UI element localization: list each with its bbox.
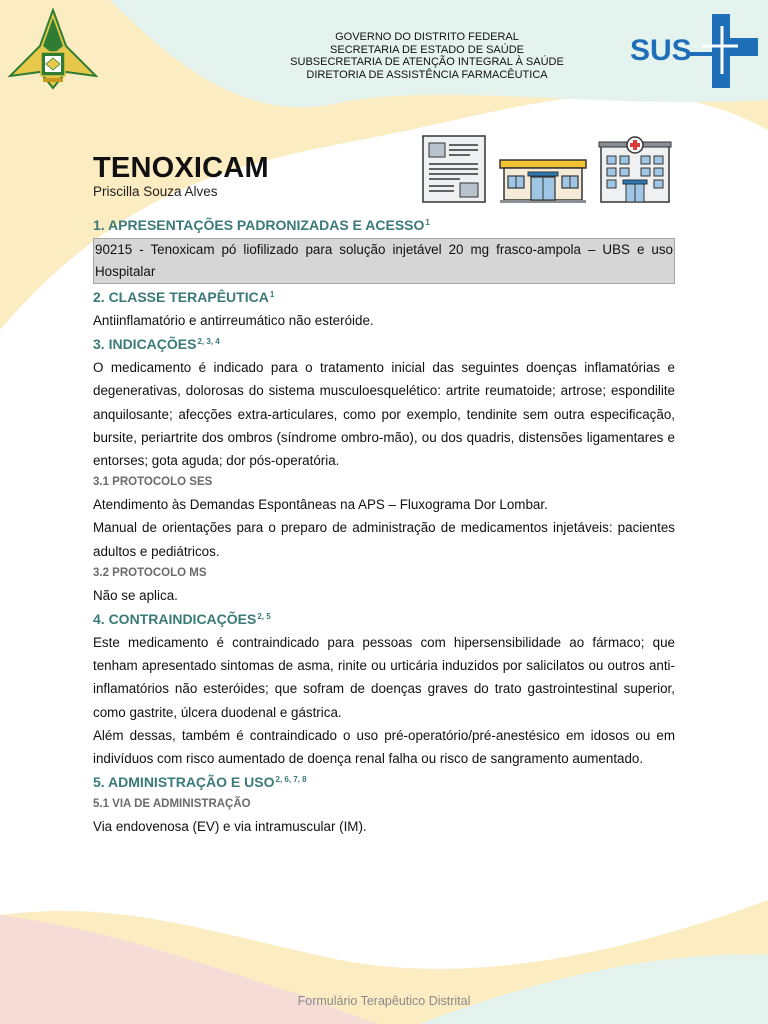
sus-logo [630,12,760,90]
subsection-heading: 3.1 PROTOCOLO SES [93,476,213,489]
subsection-heading: 5.1 VIA DE ADMINISTRAÇÃO [93,798,251,811]
section-heading: 4. CONTRAINDICAÇÕES$^{2, 5}$ [93,611,271,628]
paragraph: Via endovenosa (EV) e via intramuscular (IM). [93,819,367,835]
header-line: SUBSECRETARIA DE ATENÇÃO INTEGRAL À SAÚDE [290,56,564,68]
subsection-heading: 3.2 PROTOCOLO MS [93,566,207,579]
institution-header [240,31,614,81]
paragraph: Além dessas, também é contraindicado o uso pré-operatório/pré-anestésico em idosos ou em indivíduos com risco aumentado de doença renal falha ou risco de sangramento aumentado. [93,727,675,767]
header-line: SECRETARIA DE ESTADO DE SAÚDE [330,43,524,56]
paragraph: Manual de orientações para o preparo de administração de medicamentos injetáveis: pacientes adultos e pediátricos. [93,520,675,559]
hospital-building-icon [597,136,673,204]
df-crest-logo [8,8,98,90]
paragraph: Antiinflamatório e antirreumático não esteróide. [93,313,374,328]
paragraph: Atendimento às Demandas Espontâneas na APS – Fluxograma Dor Lombar. [93,497,548,513]
section-heading: 2. CLASSE TERAPÊUTICA$^1$ [93,289,275,305]
health-unit-building-icon [498,152,588,204]
section-heading: 3. INDICAÇÕES$^{2, 3, 4}$ [93,336,220,353]
author-name: Priscilla Souza Alves [93,184,218,199]
document-body [93,213,675,838]
svg-text:SUS: SUS [630,34,692,67]
header-line: GOVERNO DO DISTRITO FEDERAL [335,31,519,43]
standardized-presentation-box: 90215 - Tenoxicam pó liofilizado para solução injetável 20 mg frasco-ampola – UBS e uso Hospitalar [93,238,675,284]
section-heading: 5. ADMINISTRAÇÃO E USO$^{2, 6, 7, 8}$ [93,774,307,791]
document-title: TENOXICAM [93,152,269,184]
page-footer: Formulário Terapêutico Distrital [297,994,471,1008]
header-line: DIRETORIA DE ASSISTÊNCIA FARMACÊUTICA [306,68,548,81]
paragraph: Este medicamento é contraindicado para pessoas com hipersensibilidade ao fármaco; que tenham apresentado sintomas de asma, rinite ou urticária induzidos por salicilatos ou outros anti-inflamatórios não esteróides; que sofram de doenças graves do trato gastrointestinal superior, como gastrite, úlcera duodenal e gástrica. [93,635,675,720]
paragraph: O medicamento é indicado para o tratamento inicial das seguintes doenças inflamatórias e degenerativas, dolorosas do sistema musculoesquelético: artrite reumatoide; artrose; espondilite anquilosante; afecções extra-articulares, como por exemplo, tendinite sem outra especificação, bursite, periartrite dos ombros (síndrome ombro-mão), ou dos quadris, distensões ligamentares e entorses; gota aguda; dor pós-operatória. [93,360,675,469]
section-heading: 1. APRESENTAÇÕES PADRONIZADAS E ACESSO$^1$ [93,217,430,233]
paragraph: Não se aplica. [93,587,178,603]
prescription-document-icon [420,134,488,204]
